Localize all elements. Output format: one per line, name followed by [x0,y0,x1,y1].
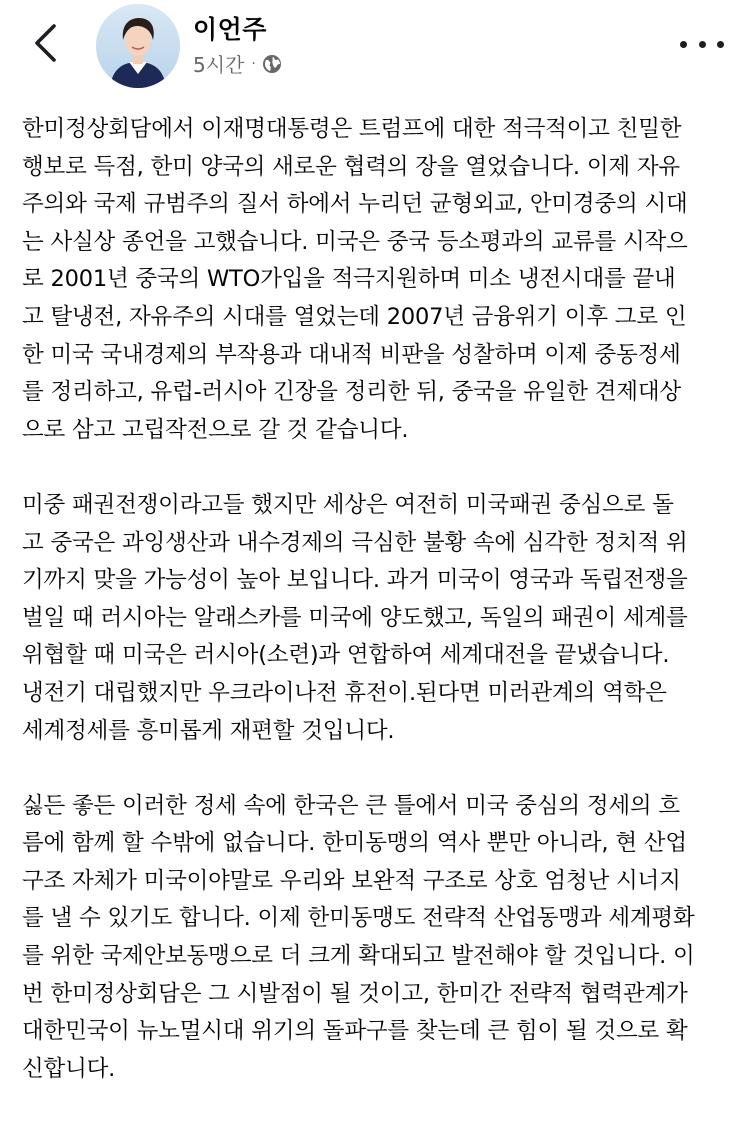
meta-separator: · [251,55,256,72]
more-options-button[interactable] [680,34,724,54]
author-name[interactable]: 이언주 [193,15,267,44]
post-text-line: 를 정리하고, 유럽-러시아 긴장을 정리한 뒤, 중국을 유일한 견제대상 [22,379,681,406]
post-paragraph [22,487,727,750]
post-timestamp[interactable]: 5시간 [193,53,245,77]
avatar[interactable] [96,4,180,88]
globe-icon[interactable] [262,54,282,74]
post-text-line: 한미정상회담에서 이재명대통령은 트럼프에 대한 적극적이고 친밀한 [22,116,682,142]
post-text-line: 으로 삼고 고립작전으로 갈 것 같습니다. [22,416,409,443]
post-text-line: 를 위한 국제안보동맹으로 더 크게 확대되고 발전해야 할 것입니다. 이 [22,943,695,970]
post-text-line: 미중 패권전쟁이라고들 했지만 세상은 여전히 미국패권 중심으로 돌 [22,491,674,518]
post-text-line: 번 한미정상회담은 그 시발점이 될 것이고, 한미간 전략적 협력관계가 [22,980,688,1007]
more-horizontal-icon [680,41,687,48]
post-text-line: 기까지 맞을 가능성이 높아 보입니다. 과거 미국이 영국과 독립전쟁을 [22,567,688,594]
post-text-line: 냉전기 대립했지만 우크라이나전 휴전이.된다면 미러관계의 역학은 [22,679,667,706]
post-text-line: 로 2001년 중국의 WTO가입을 적극지원하며 미소 냉전시대를 끝내 [22,266,676,293]
post-text-line: 는 사실상 종언을 고했습니다. 미국은 중국 등소평과의 교류를 시작으 [22,228,688,255]
post-text-line: 주의와 국제 규범주의 질서 하에서 누리던 균형외교, 안미경중의 시대 [22,191,688,218]
chevron-left-icon [32,23,58,63]
post-header [0,0,750,96]
post-text-line: 구조 자체가 미국이야말로 우리와 보완적 구조로 상호 엄청난 시너지 [22,867,681,894]
post-text-line: 를 낼 수 있기도 합니다. 이제 한미동맹도 전략적 산업동맹과 세계평화 [22,905,695,932]
post-body [22,111,727,1126]
more-horizontal-icon [717,41,724,48]
post-text-line: 대한민국이 뉴노멀시대 위기의 돌파구를 찾는데 큰 힘이 될 것으로 확 [22,1018,688,1045]
post-paragraph [22,788,727,1089]
profile-photo [96,4,180,88]
post-text-line: 름에 함께 할 수밖에 없습니다. 한미동맹의 역사 뿐만 아니라, 현 산업 [22,830,687,857]
post-meta [193,49,282,78]
post-text-line: 세계정세를 흥미롭게 재편할 것입니다. [22,717,395,744]
post-paragraph [22,111,727,449]
post-text-line: 행보로 득점, 한미 양국의 새로운 협력의 장을 열었습니다. 이제 자유 [22,153,680,180]
more-horizontal-icon [699,41,706,48]
post-text-line: 고 중국은 과잉생산과 내수경제의 극심한 불황 속에 심각한 정치적 위 [22,529,688,556]
back-button[interactable] [22,18,68,68]
post-text-line: 고 탈냉전, 자유주의 시대를 열었는데 2007년 금융위기 이후 그로 인 [22,303,687,330]
post-text-line: 위협할 때 미국은 러시아(소련)과 연합하여 세계대전을 끝냈습니다. [22,642,670,669]
post-text-line: 한 미국 국내경제의 부작용과 대내적 비판을 성찰하며 이제 중동정세 [22,341,681,368]
post-text-line: 신합니다. [22,1055,116,1082]
post-text-line: 싫든 좋든 이러한 정세 속에 한국은 큰 틀에서 미국 중심의 정세의 흐 [22,792,680,819]
post-text-line: 벌일 때 러시아는 알래스카를 미국에 양도했고, 독일의 패권이 세계를 [22,604,688,631]
